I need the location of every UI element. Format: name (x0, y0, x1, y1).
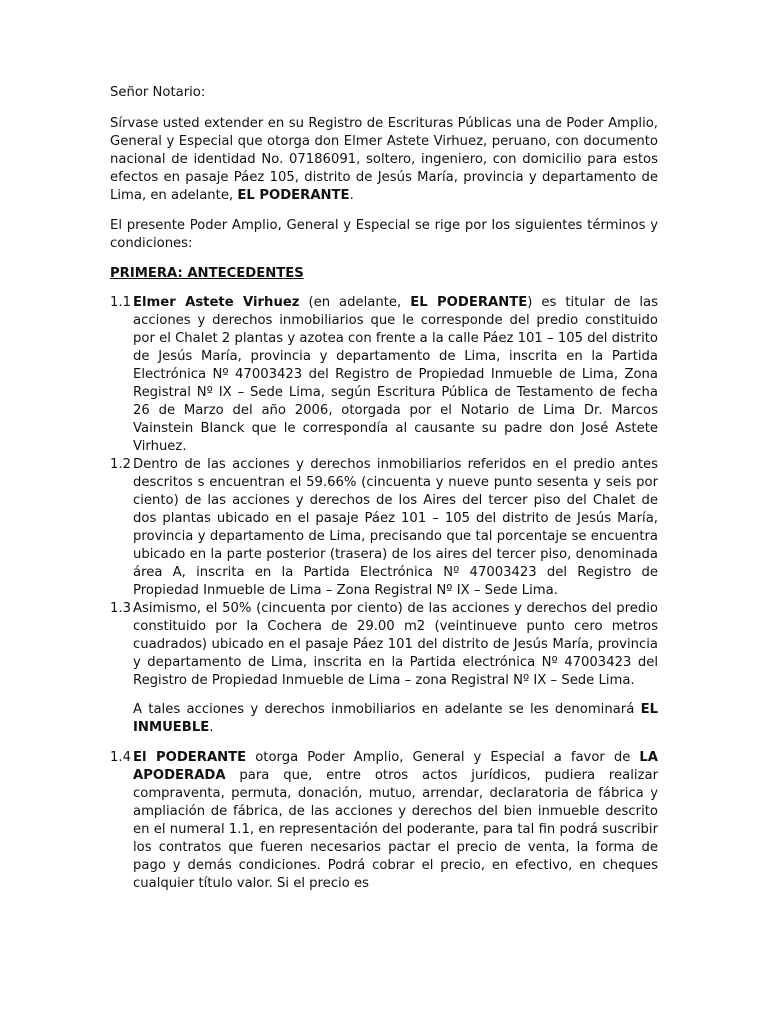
inmueble-paragraph (110, 701, 658, 737)
clause-text: (en adelante, (299, 295, 411, 310)
clause-text: otorga Poder Amplio, General y Especial a favor de (246, 750, 640, 765)
clause-1-1 (110, 294, 658, 456)
terms-paragraph: El presente Poder Amplio, General y Especial se rige por los siguientes términos y condiciones: (110, 218, 658, 251)
section-heading: PRIMERA: ANTECEDENTES (110, 266, 304, 281)
clause-bold-apoderada: LA APODERADA (133, 750, 658, 783)
intro-end: . (349, 188, 354, 203)
clause-text: Dentro de las acciones y derechos inmobiliarios referidos en el predio antes descritos s encuentran el 59.66% (cincuenta y nueve punto sesenta y seis por ciento) de las acciones y derechos de los Aires del tercer piso del Chalet de dos plantas ubicado en el pasaje Páez 101 – 105 del distrito de Jesús María, provincia y departamento de Lima, precisando que tal porcentaje se encuentra ubicado en la parte posterior (trasera) de los aires del tercer piso, denominada área A, inscrita en la Partida Electrónica Nº 47003423 del Registro de Propiedad Inmueble de Lima – Zona Registral Nº IX – Sede Lima. (133, 457, 658, 598)
clause-bold-poderante: El PODERANTE (133, 750, 247, 765)
inmueble-bold: EL INMUEBLE (133, 702, 658, 735)
inmueble-text: A tales acciones y derechos inmobiliarios en adelante se les denominará (133, 702, 641, 717)
intro-paragraph (110, 115, 658, 205)
clause-number: 1.4 (110, 750, 131, 765)
intro-bold-poderante: EL PODERANTE (237, 188, 350, 203)
clause-number: 1.2 (110, 457, 131, 472)
clause-text: ) es titular de las acciones y derechos inmobiliarios que le corresponde del predio constituido por el Chalet 2 plantas y azotea con frente a la calle Páez 101 – 105 del distrito de Jesús María, provincia y departamento de Lima, inscrita en la Partida Electrónica Nº 47003423 del Registro de Propiedad Inmueble de Lima, Zona Registral Nº IX – Sede Lima, según Escritura Pública de Testamento de fecha 26 de Marzo del año 2006, otorgada por el Notario de Lima Dr. Marcos Vainstein Blanck que le correspondía al causante su padre don José Astete Virhuez. (133, 295, 658, 454)
clause-text: para que, entre otros actos jurídicos, pudiera realizar compraventa, permuta, donación, mutuo, arrendar, declaratoria de fábrica y ampliación de fábrica, de las acciones y derechos del bien inmueble descrito en el numeral 1.1, en representación del poderante, para tal fin podrá suscribir los contratos que fueren necesarios pactar el precio de venta, la forma de pago y demás condiciones. Podrá cobrar el precio, en efectivo, en cheques cualquier título valor. Si el precio es (133, 768, 658, 891)
clause-bold-poderante: EL PODERANTE (410, 295, 528, 310)
clause-number: 1.1 (110, 295, 131, 310)
salutation: Señor Notario: (110, 85, 206, 100)
clause-number: 1.3 (110, 601, 131, 616)
inmueble-end: . (209, 720, 214, 735)
clause-1-2 (110, 456, 658, 600)
clause-text: Asimismo, el 50% (cincuenta por ciento) de las acciones y derechos del predio constituido por la Cochera de 29.00 m2 (veintinueve punto cero metros cuadrados) ubicado en el pasaje Páez 101 del distrito de Jesús María, provincia y departamento de Lima, inscrita en la Partida electrónica Nº 47003423 del Registro de Propiedad Inmueble de Lima – zona Registral Nº IX – Sede Lima. (133, 601, 658, 688)
clause-1-3 (110, 600, 658, 690)
intro-text: Sírvase usted extender en su Registro de Escrituras Públicas una de Poder Amplio, General y Especial que otorga don Elmer Astete Virhuez, peruano, con documento nacional de identidad No. 07186091, soltero, ingeniero, con domicilio para estos efectos en pasaje Páez 105, distrito de Jesús María, provincia y departamento de Lima, en adelante, (110, 116, 658, 203)
clause-bold-name: Elmer Astete Virhuez (133, 295, 300, 310)
clause-1-4 (110, 749, 658, 893)
